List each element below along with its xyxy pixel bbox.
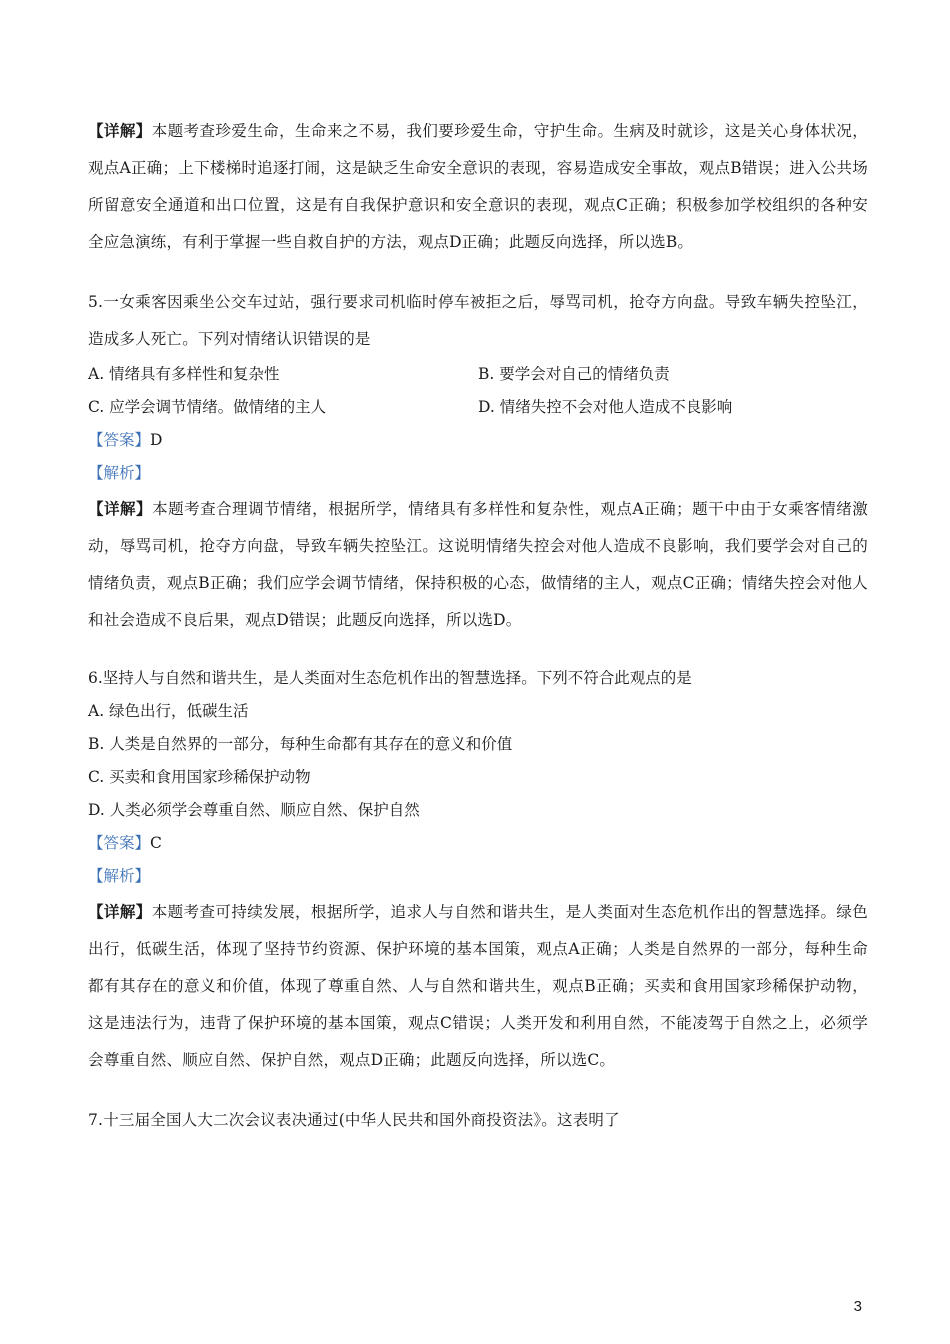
answer-line [88,827,868,860]
option-a: A. 绿色出行，低碳生活 [88,702,249,720]
option-b: B. 要学会对自己的情绪负责 [478,365,670,383]
options-row [88,391,868,424]
question-7 [88,1102,868,1139]
question-5 [88,284,868,639]
question-stem: 5.一女乘客因乘坐公交车过站，强行要求司机临时停车被拒之后，辱骂司机，抢夺方向盘。导致车辆失控坠江，造成多人死亡。下列对情绪认识错误的是 [88,293,868,348]
option-b: B. 人类是自然界的一部分，每种生命都有其存在的意义和价值 [88,735,513,753]
option-d: D. 情绪失控不会对他人造成不良影响 [478,398,733,416]
page-number: 3 [853,1298,862,1315]
answer-line [88,424,868,457]
detail-tag: 【详解】 [88,499,153,518]
option-d: D. 人类必须学会尊重自然、顺应自然、保护自然 [88,801,420,819]
detail-text: 本题考查珍爱生命，生命来之不易，我们要珍爱生命，守护生命。生病及时就诊，这是关心身体状况，观点A正确；上下楼梯时追逐打闹，这是缺乏生命安全意识的表现，容易造成安全事故，观点B错误；进入公共场所留意安全通道和出口位置，这是有自我保护意识和安全意识的表现，观点C正确；积极参加学校组织的各种安全应急演练，有利于掌握一些自救自护的方法，观点D正确；此题反向选择，所以选B。 [88,122,868,251]
answer-value: C [150,834,162,852]
explanation-q6 [88,893,868,1079]
explanation-q5 [88,490,868,639]
detail-tag: 【详解】 [88,121,152,140]
explanation-q4 [88,112,868,261]
page-content [88,112,868,1139]
question-stem: 6.坚持人与自然和谐共生，是人类面对生态危机作出的智慧选择。下列不符合此观点的是 [88,669,692,687]
detail-tag: 【详解】 [88,902,152,921]
option-a: A. 情绪具有多样性和复杂性 [88,365,280,383]
answer-value: D [150,431,163,449]
detail-text: 本题考查可持续发展，根据所学，追求人与自然和谐共生，是人类面对生态危机作出的智慧选择。绿色出行，低碳生活，体现了坚持节约资源、保护环境的基本国策，观点A正确；人类是自然界的一部分，每种生命都有其存在的意义和价值，体现了尊重自然、人与自然和谐共生，观点B正确；买卖和食用国家珍稀保护动物，这是违法行为，违背了保护环境的基本国策，观点C错误；人类开发和利用自然，不能凌驾于自然之上，必须学会尊重自然、顺应自然、保护自然，观点D正确；此题反向选择，所以选C。 [88,903,868,1069]
analysis-tag: 【解析】 [88,867,151,885]
option-c: C. 应学会调节情绪。做情绪的主人 [88,398,327,416]
detail-text: 本题考查合理调节情绪，根据所学，情绪具有多样性和复杂性，观点A正确；题干中由于女乘客情绪激动，辱骂司机，抢夺方向盘，导致车辆失控坠江。这说明情绪失控会对他人造成不良影响，我们要学会对自己的情绪负责，观点B正确；我们应学会调节情绪，保持积极的心态，做情绪的主人，观点C正确；情绪失控会对他人和社会造成不良后果，观点D错误；此题反向选择，所以选D。 [88,500,868,629]
options-row [88,358,868,391]
answer-tag: 【答案】 [88,834,151,852]
question-stem: 7.十三届全国人大二次会议表决通过(中华人民共和国外商投资法》。这表明了 [88,1111,620,1129]
question-6 [88,662,868,1079]
answer-tag: 【答案】 [88,431,151,449]
analysis-tag: 【解析】 [88,464,151,482]
option-c: C. 买卖和食用国家珍稀保护动物 [88,768,311,786]
